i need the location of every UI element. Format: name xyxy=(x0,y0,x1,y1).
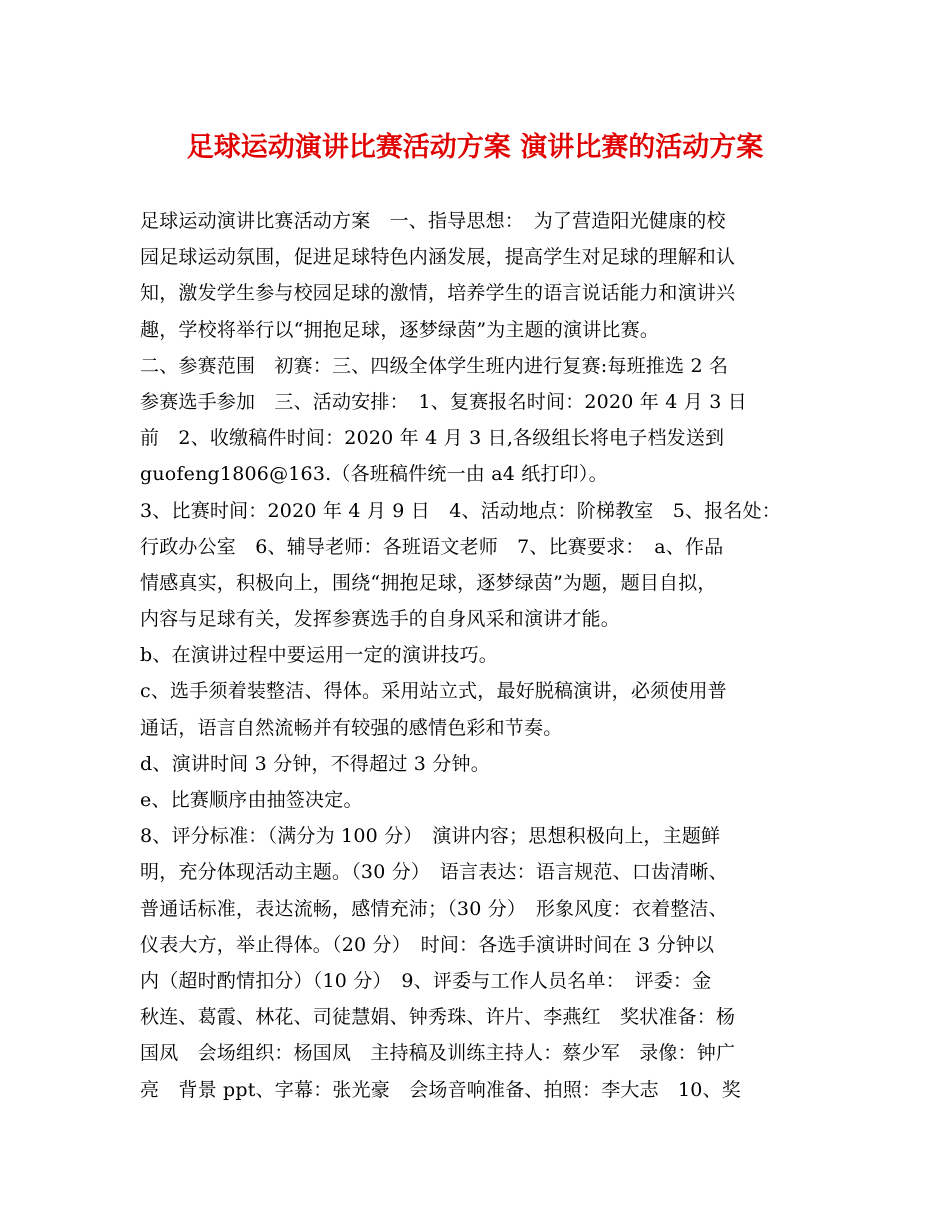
body-text-line: 趣，学校将举行以“拥抱足球，逐梦绿茵”为主题的演讲比赛。 xyxy=(140,318,660,341)
document-title: 足球运动演讲比赛活动方案 演讲比赛的活动方案 xyxy=(186,132,764,163)
body-text-line: 通话，语言自然流畅并有较强的感情色彩和节奏。 xyxy=(140,716,563,739)
body-text-line: 二、参赛范围 初赛：三、四级全体学生班内进行复赛:每班推选 2 名 xyxy=(140,354,729,377)
body-text-line: 内（超时酌情扣分）（10 分） 9、评委与工作人员名单： 评委：金 xyxy=(140,969,712,992)
body-text-line: 内容与足球有关，发挥参赛选手的自身风采和演讲才能。 xyxy=(140,608,621,631)
body-text-line: 知，激发学生参与校园足球的激情，培养学生的语言说话能力和演讲兴 xyxy=(140,282,736,305)
body-text-line: 园足球运动氛围，促进足球特色内涵发展，提高学生对足球的理解和认 xyxy=(140,246,736,269)
body-text-line: 情感真实，积极向上，围绕“拥抱足球，逐梦绿茵”为题，题目自拟， xyxy=(140,571,717,594)
body-text-line: 明，充分体现活动主题。（30 分） 语言表达：语言规范、口齿清晰、 xyxy=(140,861,728,884)
body-text-line: d、演讲时间 3 分钟，不得超过 3 分钟。 xyxy=(140,752,490,775)
body-text-line: 参赛选手参加 三、活动安排： 1、复赛报名时间：2020 年 4 月 3 日 xyxy=(140,390,747,413)
body-text-line: 前 2、收缴稿件时间：2020 年 4 月 3 日,各级组长将电子档发送到 xyxy=(140,427,725,450)
body-text-line: 普通话标准，表达流畅，感情充沛；（30 分） 形象风度：衣着整洁、 xyxy=(140,897,728,920)
body-text-line: 秋连、葛霞、林花、司徒慧娟、钟秀珠、许片、李燕红 奖状准备：杨 xyxy=(140,1006,736,1029)
body-text-line: 3、比赛时间：2020 年 4 月 9 日 4、活动地点：阶梯教室 5、报名处： xyxy=(140,499,781,522)
document-body xyxy=(140,203,822,1108)
body-text-line: 亮 背景 ppt、字幕：张光豪 会场音响准备、拍照：李大志 10、奖 xyxy=(140,1078,741,1101)
body-text-line: 8、评分标准：（满分为 100 分） 演讲内容；思想积极向上，主题鲜 xyxy=(140,825,721,848)
body-text-line: e、比赛顺序由抽签决定。 xyxy=(140,789,363,811)
body-text-line: guofeng1806@163.（各班稿件统一由 a4 纸打印）。 xyxy=(140,463,608,486)
body-text-line: 仪表大方，举止得体。（20 分） 时间：各选手演讲时间在 3 分钟以 xyxy=(140,933,715,956)
body-text-line: c、选手须着装整洁、得体。采用站立式，最好脱稿演讲，必须使用普 xyxy=(140,680,727,703)
body-text-line: b、在演讲过程中要运用一定的演讲技巧。 xyxy=(140,644,498,667)
body-text-line: 行政办公室 6、辅导老师：各班语文老师 7、比赛要求： a、作品 xyxy=(140,535,724,558)
body-text-line: 国凤 会场组织：杨国凤 主持稿及训练主持人：蔡少军 录像：钟广 xyxy=(140,1042,736,1065)
body-text-line: 足球运动演讲比赛活动方案 一、指导思想： 为了营造阳光健康的校 xyxy=(140,210,726,232)
